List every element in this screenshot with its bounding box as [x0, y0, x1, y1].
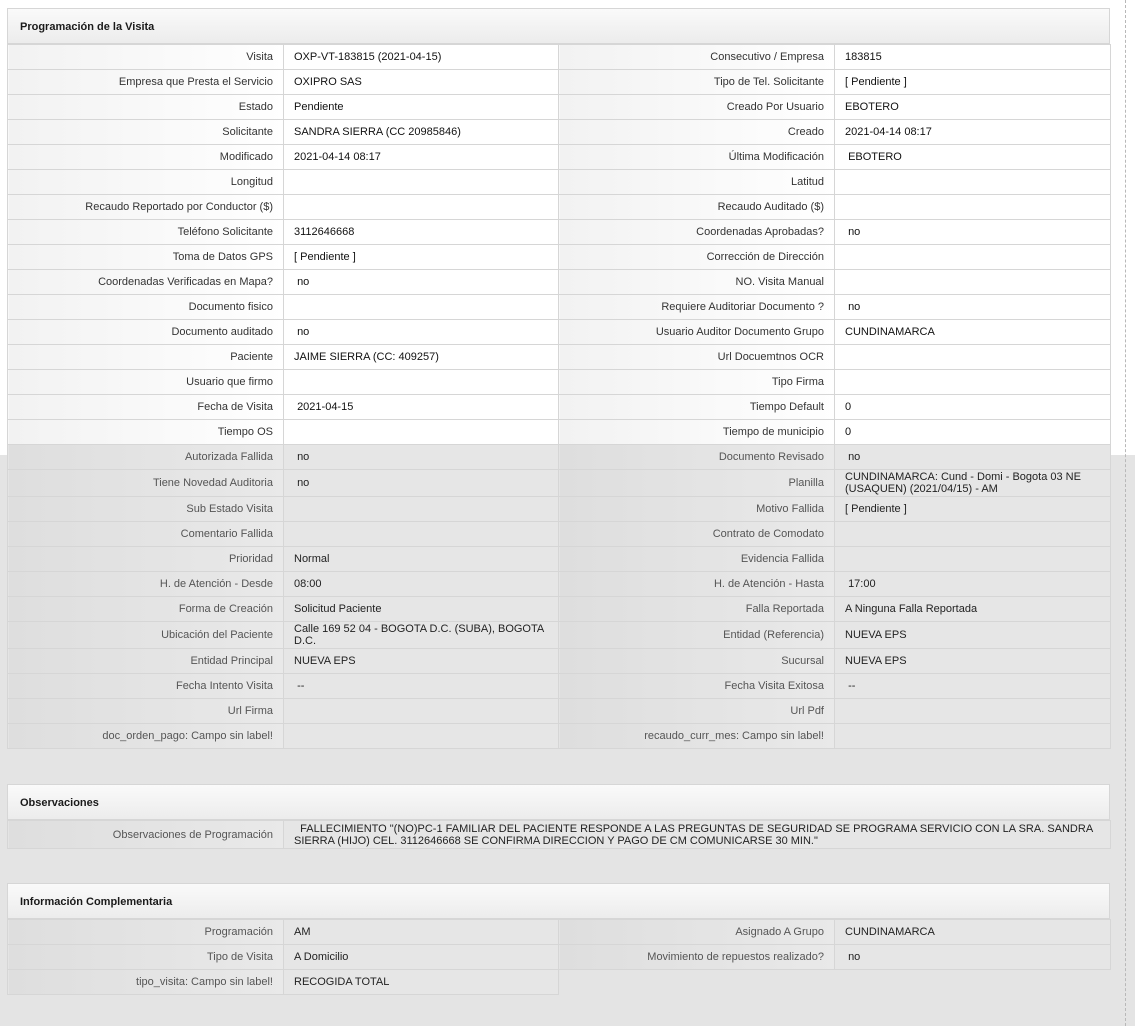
field-label: Solicitante: [8, 120, 284, 145]
complementaria-panel: [7, 883, 1110, 995]
observaciones-text: FALLECIMIENTO "(NO)PC-1 FAMILIAR DEL PACIENTE RESPONDE A LAS PREGUNTAS DE SEGURIDAD SE PROGRAMA SERVICIO CON LA SRA. SANDRA SIERRA (HIJO) CEL. 3112646668 SE CONFIRMA DIRECCION Y PAGO DE CM COMUNICARSE 30 MIN.": [284, 821, 1111, 849]
field-value: OXIPRO SAS: [284, 70, 559, 95]
table-row: [8, 821, 1111, 849]
field-value: [835, 547, 1111, 572]
field-label: doc_orden_pago: Campo sin label!: [8, 724, 284, 749]
field-value: EBOTERO: [835, 95, 1111, 120]
field-label: Programación: [8, 920, 284, 945]
table-row: [8, 920, 1111, 945]
field-value: [284, 522, 559, 547]
field-label: Coordenadas Aprobadas?: [559, 220, 835, 245]
field-value: [835, 245, 1111, 270]
table-row: [8, 70, 1111, 95]
field-value: SANDRA SIERRA (CC 20985846): [284, 120, 559, 145]
field-value: Solicitud Paciente: [284, 597, 559, 622]
field-label: Usuario Auditor Documento Grupo: [559, 320, 835, 345]
field-value: 08:00: [284, 572, 559, 597]
table-row: [8, 45, 1111, 70]
table-row: [8, 445, 1111, 470]
table-row: [8, 649, 1111, 674]
field-label: Entidad (Referencia): [559, 622, 835, 649]
field-label: Recaudo Auditado ($): [559, 195, 835, 220]
field-value: NUEVA EPS: [835, 649, 1111, 674]
empty-cell: [559, 970, 835, 995]
field-label: Creado Por Usuario: [559, 95, 835, 120]
field-value: 0: [835, 420, 1111, 445]
table-row: [8, 95, 1111, 120]
field-label: Documento fisico: [8, 295, 284, 320]
field-value: Pendiente: [284, 95, 559, 120]
complementaria-table: [7, 919, 1111, 995]
field-label: Falla Reportada: [559, 597, 835, 622]
field-label: Tipo Firma: [559, 370, 835, 395]
field-label: Fecha de Visita: [8, 395, 284, 420]
field-label: Creado: [559, 120, 835, 145]
field-value: no: [835, 945, 1111, 970]
field-label: Usuario que firmo: [8, 370, 284, 395]
field-label: Tiempo Default: [559, 395, 835, 420]
page-edge-divider: [1125, 0, 1126, 1026]
field-label: Latitud: [559, 170, 835, 195]
table-row: [8, 270, 1111, 295]
field-value: [284, 420, 559, 445]
field-value: [284, 170, 559, 195]
field-label: Documento auditado: [8, 320, 284, 345]
field-value: JAIME SIERRA (CC: 409257): [284, 345, 559, 370]
programacion-table: [7, 44, 1111, 749]
field-value: 2021-04-14 08:17: [835, 120, 1111, 145]
observaciones-title: Observaciones: [7, 784, 1110, 820]
field-value: 2021-04-15: [284, 395, 559, 420]
table-row: [8, 195, 1111, 220]
table-row: [8, 522, 1111, 547]
field-value: Normal: [284, 547, 559, 572]
field-value: A Domicilio: [284, 945, 559, 970]
field-label: H. de Atención - Desde: [8, 572, 284, 597]
field-label: Prioridad: [8, 547, 284, 572]
table-row: [8, 220, 1111, 245]
complementaria-title: Información Complementaria: [7, 883, 1110, 919]
field-value: [284, 699, 559, 724]
field-value: CUNDINAMARCA: [835, 920, 1111, 945]
field-label: Movimiento de repuestos realizado?: [559, 945, 835, 970]
field-label: Motivo Fallida: [559, 497, 835, 522]
field-label: Documento Revisado: [559, 445, 835, 470]
field-label: Sucursal: [559, 649, 835, 674]
table-row: [8, 345, 1111, 370]
field-label: Tiempo de municipio: [559, 420, 835, 445]
field-value: OXP-VT-183815 (2021-04-15): [284, 45, 559, 70]
field-label: Fecha Intento Visita: [8, 674, 284, 699]
field-value: [ Pendiente ]: [835, 497, 1111, 522]
table-row: [8, 245, 1111, 270]
table-row: [8, 597, 1111, 622]
field-value: [835, 195, 1111, 220]
table-row: [8, 547, 1111, 572]
field-label: Forma de Creación: [8, 597, 284, 622]
empty-cell: [835, 970, 1111, 995]
field-value: NUEVA EPS: [284, 649, 559, 674]
field-label: Fecha Visita Exitosa: [559, 674, 835, 699]
table-row: [8, 420, 1111, 445]
table-row: [8, 320, 1111, 345]
field-label: Paciente: [8, 345, 284, 370]
field-value: no: [284, 470, 559, 497]
field-value: [835, 370, 1111, 395]
field-value: Calle 169 52 04 - BOGOTA D.C. (SUBA), BOGOTA D.C.: [284, 622, 559, 649]
field-label: Entidad Principal: [8, 649, 284, 674]
field-value: [835, 724, 1111, 749]
table-row: [8, 470, 1111, 497]
programacion-title: Programación de la Visita: [7, 8, 1110, 44]
field-value: [835, 522, 1111, 547]
field-label: Asignado A Grupo: [559, 920, 835, 945]
field-label: Tiempo OS: [8, 420, 284, 445]
field-label: Visita: [8, 45, 284, 70]
field-label: Teléfono Solicitante: [8, 220, 284, 245]
field-label: Recaudo Reportado por Conductor ($): [8, 195, 284, 220]
table-row: [8, 370, 1111, 395]
table-row: [8, 120, 1111, 145]
programacion-panel: [7, 8, 1110, 749]
field-value: [284, 195, 559, 220]
field-value: CUNDINAMARCA: [835, 320, 1111, 345]
field-value: no: [284, 320, 559, 345]
field-label: Observaciones de Programación: [8, 821, 284, 849]
field-value: no: [835, 445, 1111, 470]
field-value: --: [284, 674, 559, 699]
observaciones-table: [7, 820, 1111, 849]
table-row: [8, 970, 1111, 995]
table-row: [8, 622, 1111, 649]
field-value: [284, 497, 559, 522]
table-row: [8, 170, 1111, 195]
field-value: no: [835, 295, 1111, 320]
field-value: [ Pendiente ]: [835, 70, 1111, 95]
table-row: [8, 724, 1111, 749]
field-value: [835, 170, 1111, 195]
field-label: Modificado: [8, 145, 284, 170]
field-label: Última Modificación: [559, 145, 835, 170]
field-value: [835, 699, 1111, 724]
field-value: 183815: [835, 45, 1111, 70]
field-value: RECOGIDA TOTAL: [284, 970, 559, 995]
field-label: Autorizada Fallida: [8, 445, 284, 470]
field-label: Evidencia Fallida: [559, 547, 835, 572]
field-value: [835, 345, 1111, 370]
field-label: Url Firma: [8, 699, 284, 724]
field-value: 3112646668: [284, 220, 559, 245]
field-value: [284, 370, 559, 395]
field-label: Longitud: [8, 170, 284, 195]
field-label: Ubicación del Paciente: [8, 622, 284, 649]
field-label: Planilla: [559, 470, 835, 497]
field-label: NO. Visita Manual: [559, 270, 835, 295]
field-label: Url Pdf: [559, 699, 835, 724]
field-label: Empresa que Presta el Servicio: [8, 70, 284, 95]
field-value: A Ninguna Falla Reportada: [835, 597, 1111, 622]
table-row: [8, 945, 1111, 970]
table-row: [8, 145, 1111, 170]
field-value: 17:00: [835, 572, 1111, 597]
field-value: [835, 270, 1111, 295]
field-label: Url Docuemtnos OCR: [559, 345, 835, 370]
field-label: Corrección de Dirección: [559, 245, 835, 270]
table-row: [8, 699, 1111, 724]
field-value: AM: [284, 920, 559, 945]
field-label: Coordenadas Verificadas en Mapa?: [8, 270, 284, 295]
field-label: recaudo_curr_mes: Campo sin label!: [559, 724, 835, 749]
field-value: no: [284, 445, 559, 470]
field-label: Requiere Auditoriar Documento ?: [559, 295, 835, 320]
field-value: [284, 724, 559, 749]
field-label: Contrato de Comodato: [559, 522, 835, 547]
field-value: no: [835, 220, 1111, 245]
observaciones-panel: [7, 784, 1110, 849]
field-value: EBOTERO: [835, 145, 1111, 170]
field-label: H. de Atención - Hasta: [559, 572, 835, 597]
table-row: [8, 295, 1111, 320]
field-label: Tiene Novedad Auditoria: [8, 470, 284, 497]
field-label: Sub Estado Visita: [8, 497, 284, 522]
field-label: Toma de Datos GPS: [8, 245, 284, 270]
field-label: Estado: [8, 95, 284, 120]
field-value: --: [835, 674, 1111, 699]
table-row: [8, 572, 1111, 597]
field-value: CUNDINAMARCA: Cund - Domi - Bogota 03 NE (USAQUEN) (2021/04/15) - AM: [835, 470, 1111, 497]
table-row: [8, 395, 1111, 420]
field-value: NUEVA EPS: [835, 622, 1111, 649]
field-label: tipo_visita: Campo sin label!: [8, 970, 284, 995]
field-value: [284, 295, 559, 320]
field-label: Tipo de Visita: [8, 945, 284, 970]
field-value: 2021-04-14 08:17: [284, 145, 559, 170]
field-label: Tipo de Tel. Solicitante: [559, 70, 835, 95]
table-row: [8, 674, 1111, 699]
field-value: 0: [835, 395, 1111, 420]
table-row: [8, 497, 1111, 522]
field-label: Comentario Fallida: [8, 522, 284, 547]
field-value: [ Pendiente ]: [284, 245, 559, 270]
field-value: no: [284, 270, 559, 295]
field-label: Consecutivo / Empresa: [559, 45, 835, 70]
